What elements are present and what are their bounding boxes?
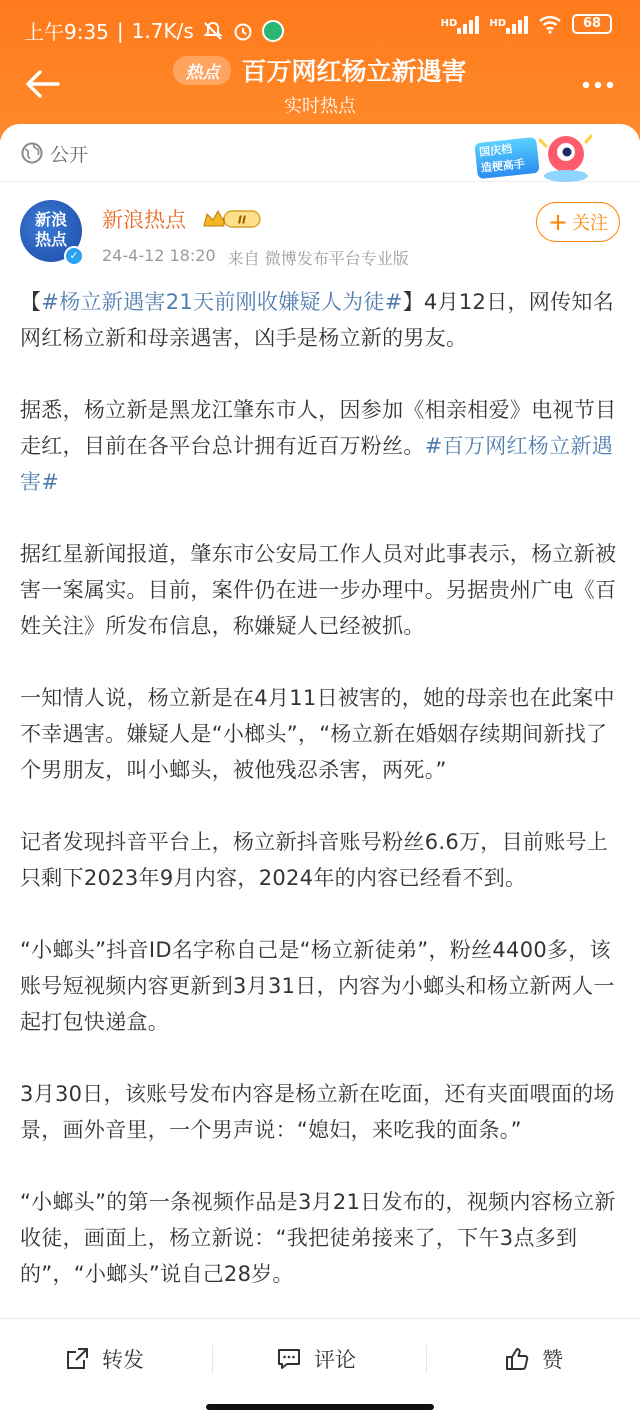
signal-icon-1: HD [441, 14, 480, 34]
wifi-icon [538, 14, 562, 34]
paragraph: 一知情人说，杨立新是在4月11日被害的，她的母亲也在此案中不幸遇害。嫌疑人是“小榔头”，“杨立新在婚姻存续期间新找了个男朋友，叫小螂头，被他残忍杀害，两死。” [20, 686, 615, 782]
divider [426, 1345, 427, 1373]
app-header [0, 0, 640, 140]
network-speed: 1.7K/s [131, 18, 194, 43]
visibility-label: 公开 [50, 144, 89, 166]
battery-indicator: 68 [572, 14, 612, 34]
comment-button[interactable]: 评论 [276, 1341, 356, 1377]
post-card [0, 124, 640, 1334]
mascot-icon [536, 128, 594, 184]
post-meta [102, 246, 409, 269]
repost-button[interactable]: 转发 [64, 1341, 144, 1377]
share-icon [64, 1346, 90, 1372]
paragraph: 3月30日，该账号发布内容是杨立新在吃面，还有夹面喂面的场景，画外音里，一个男声说：“媳妇，来吃我的面条。” [20, 1082, 615, 1142]
post-date: 24-4-12 18:20 [102, 246, 216, 265]
avatar[interactable]: 新浪 热点 [20, 200, 82, 262]
more-icon[interactable] [578, 70, 618, 100]
page-title: 百万网红杨立新遇害 [241, 57, 467, 86]
paragraph: 【#杨立新遇害21天前刚收嫌疑人为徒#】4月12日，网传知名网红杨立新和母亲遇害，凶手是杨立新的男友。 [20, 290, 615, 350]
hashtag-link[interactable]: #杨立新遇害21天前刚收嫌疑人为徒# [41, 290, 403, 314]
follow-button[interactable]: + 关注 [536, 202, 620, 242]
plus-icon: + [547, 208, 569, 236]
paragraph: “小螂头”的第一条视频作品是3月21日发布的，视频内容杨立新收徒，画面上，杨立新说：“我把徒弟接来了，下午3点多到的”，“小螂头”说自己28岁。 [20, 1190, 616, 1286]
nav-title-row [0, 52, 640, 88]
paragraph: 据悉，杨立新是黑龙江肇东市人，因参加《相亲相爱》电视节目走红，目前在各平台总计拥有近百万粉丝。#百万网红杨立新遇害# [20, 398, 617, 494]
signal-icon-2: HD [489, 14, 528, 34]
comment-icon [276, 1346, 302, 1372]
verified-icon: ✓ [64, 246, 84, 266]
thumbs-up-icon [504, 1346, 530, 1372]
divider [212, 1345, 213, 1373]
post-content [20, 284, 622, 1328]
shield-icon [262, 20, 284, 42]
action-bar [0, 1318, 640, 1398]
post-source: 来自 微博发布平台专业版 [227, 249, 409, 268]
home-indicator[interactable] [206, 1404, 434, 1410]
status-time: 上午9:35 [24, 20, 109, 44]
author-name[interactable]: 新浪热点 [102, 208, 186, 232]
hashtag-link[interactable]: #百万网红杨立新遇害# [20, 434, 613, 494]
paragraph: “小螂头”抖音ID名字称自己是“杨立新徒弟”，粉丝4400多，该账号短视频内容更新到3月31日，内容为小螂头和杨立新两人一起打包快递盒。 [20, 938, 615, 1034]
globe-icon [20, 141, 44, 165]
mute-icon [202, 20, 224, 42]
vip-badge-icon [202, 208, 262, 230]
alarm-icon [232, 20, 254, 42]
paragraph: 记者发现抖音平台上，杨立新抖音账号粉丝6.6万，目前账号上只剩下2023年9月内容，2024年的内容已经看不到。 [20, 830, 609, 890]
visibility-row [0, 124, 640, 182]
like-button[interactable]: 赞 [504, 1341, 563, 1377]
status-bar: 上午9:35 | 1.7K/s HD HD 68 [0, 0, 640, 56]
hot-badge: 热点 [173, 56, 231, 85]
svg-text:II: II [237, 213, 247, 227]
promo-banner[interactable]: 国庆档 造梗高手 [476, 128, 600, 184]
page-subtitle: 实时热点 [284, 96, 356, 117]
paragraph: 据红星新闻报道，肇东市公安局工作人员对此事表示，杨立新被害一案属实。目前，案件仍在进一步办理中。另据贵州广电《百姓关注》所发布信息，称嫌疑人已经被抓。 [20, 542, 617, 638]
